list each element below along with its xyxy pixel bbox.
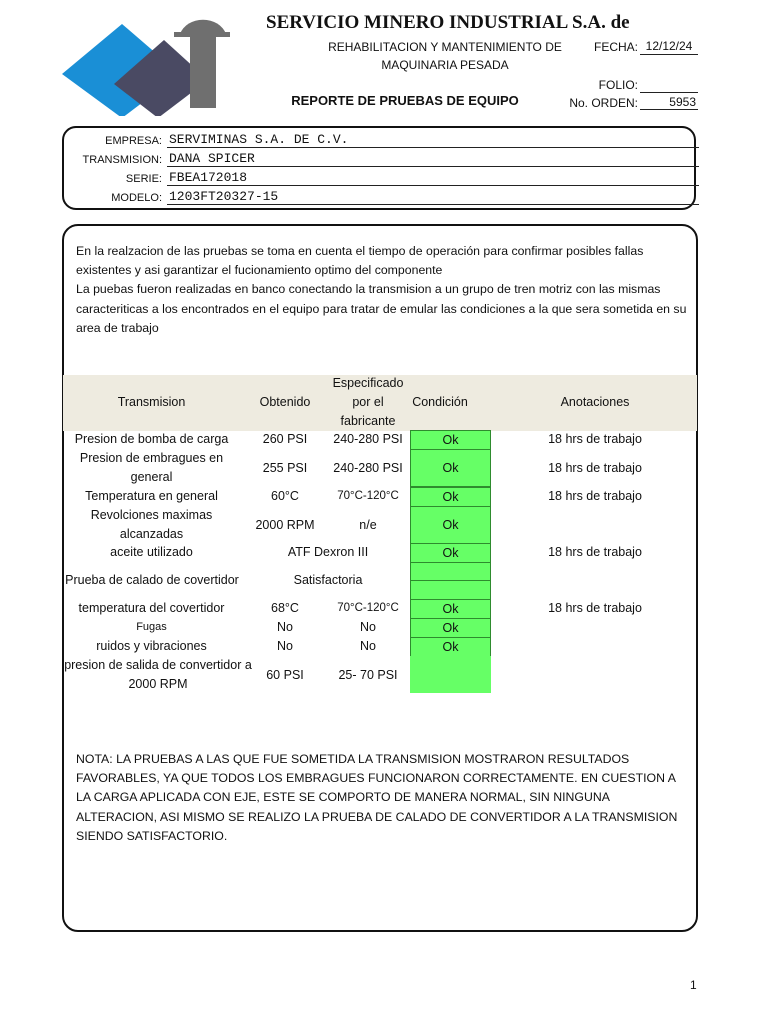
row-item: Fugas xyxy=(136,621,167,633)
serie-value: FBEA172018 xyxy=(167,169,699,186)
company-name: SERVICIO MINERO INDUSTRIAL S.A. de xyxy=(266,12,630,33)
row-obtenido: 68°C xyxy=(271,601,299,615)
row-especificado: 240-280 PSI xyxy=(333,432,403,446)
row-item: temperatura del covertidor xyxy=(78,601,225,615)
empresa-label: EMPRESA: xyxy=(105,135,162,147)
row-anotaciones xyxy=(500,618,690,637)
row-especificado: No xyxy=(360,639,376,653)
transmision-value: DANA SPICER xyxy=(167,150,699,167)
fecha-value: 12/12/24 xyxy=(640,39,698,55)
report-title: REPORTE DE PRUEBAS DE EQUIPO xyxy=(291,93,519,108)
header-especificado: Especificado por el fabricante xyxy=(332,376,404,428)
row-condicion-empty xyxy=(410,562,491,581)
row-obtenido: 2000 RPM xyxy=(255,517,315,532)
row-condicion: Ok xyxy=(410,618,491,638)
folio-value xyxy=(640,77,698,93)
page-number: 1 xyxy=(690,978,697,992)
row-condicion xyxy=(410,656,491,693)
row-especificado: 70°C-120°C xyxy=(337,490,399,502)
row-item: Revolciones maximas alcanzadas xyxy=(90,508,213,541)
row-obtenido: 255 PSI xyxy=(262,460,308,475)
company-logo xyxy=(62,12,232,116)
orden-label: No. ORDEN: xyxy=(569,96,638,110)
row-especificado: 70°C-120°C xyxy=(337,602,399,614)
row-condicion xyxy=(410,580,491,600)
row-obtenido: 260 PSI xyxy=(262,432,308,446)
row-especificado: No xyxy=(360,620,376,634)
nota-text: NOTA: LA PRUEBAS A LAS QUE FUE SOMETIDA LA TRANSMISION MOSTRARON RESULTADOS FAVORABLES, YA QUE TODOS LOS EMBRAGUES FUNCIONARON CORRECTAMENTE. EN CUESTION A LA CARGA APLICADA CON EJE, ESTE SE COMPORTO DE MANERA NORMAL, SIN NINGUNA ALTERACION, ASI MISMO SE REALIZO LA PRUEBA DE CALADO DE CONVERTIDOR A LA TRANSMISION SIENDO SATISFACTORIO. xyxy=(76,752,678,843)
row-condicion: Ok xyxy=(410,487,491,507)
company-subtitle: REHABILITACION Y MANTENIMIENTO DE MAQUINARIA PESADA xyxy=(328,40,562,72)
row-condicion: Ok xyxy=(410,599,491,619)
row-item: Temperatura en general xyxy=(85,489,218,503)
modelo-value: 1203FT20327-15 xyxy=(167,188,699,205)
row-especificado: 240-280 PSI xyxy=(333,460,403,475)
row-merged-value: ATF Dexron III xyxy=(287,545,369,559)
row-obtenido: 60°C xyxy=(271,489,299,503)
empresa-value: SERVIMINAS S.A. DE C.V. xyxy=(167,131,699,148)
row-item: aceite utilizado xyxy=(110,545,193,559)
row-anotaciones xyxy=(500,656,690,694)
row-anotaciones: 18 hrs de trabajo xyxy=(548,460,642,475)
row-item: ruidos y vibraciones xyxy=(96,639,207,653)
row-item: Prueba de calado de covertidor xyxy=(65,573,239,587)
intro-paragraph-2: La puebas fueron realizadas en banco conectando la transmision a un grupo de tren motriz con las mismas caracteriticas a los encontrados en el equipo para tratar de emular las condiciones a la que sera sometida en su area de trabajo xyxy=(76,282,687,335)
row-obtenido: No xyxy=(277,620,293,634)
row-obtenido: No xyxy=(277,639,293,653)
row-item: Presion de embragues en general xyxy=(79,451,224,484)
row-anotaciones: 18 hrs de trabajo xyxy=(548,601,642,615)
row-condicion: Ok xyxy=(410,430,491,450)
row-condicion: Ok xyxy=(410,506,491,544)
row-anotaciones xyxy=(500,637,690,656)
row-item: Presion de bomba de carga xyxy=(74,432,229,446)
equipment-info-box xyxy=(62,126,696,210)
header-transmision: Transmision xyxy=(117,395,186,409)
fecha-label: FECHA: xyxy=(593,40,638,54)
orden-value: 5953 xyxy=(640,95,698,110)
modelo-label: MODELO: xyxy=(111,192,162,204)
row-obtenido: 60 PSI xyxy=(266,667,304,682)
row-especificado: n/e xyxy=(359,517,377,532)
row-condicion: Ok xyxy=(410,637,491,657)
intro-paragraph-1: En la realzacion de las pruebas se toma en cuenta el tiempo de operación para confirmar posibles fallas existentes y asi garantizar el fucionamiento optimo del componente xyxy=(76,244,644,278)
intro-text xyxy=(76,242,688,338)
header-anotaciones: Anotaciones xyxy=(560,395,630,409)
row-anotaciones xyxy=(500,506,690,544)
row-condicion: Ok xyxy=(410,449,491,487)
folio-label: FOLIO: xyxy=(598,78,638,92)
header-condicion: Condición xyxy=(412,395,468,409)
header-obtenido: Obtenido xyxy=(259,395,311,409)
row-merged-value: Satisfactoria xyxy=(293,573,363,587)
row-anotaciones: 18 hrs de trabajo xyxy=(548,545,642,559)
transmision-label: TRANSMISION: xyxy=(82,154,162,166)
row-item: presion de salida de convertidor a 2000 RPM xyxy=(64,658,252,691)
row-especificado: 25- 70 PSI xyxy=(338,667,398,682)
row-condicion: Ok xyxy=(410,543,491,563)
row-anotaciones: 18 hrs de trabajo xyxy=(548,489,642,503)
serie-label: SERIE: xyxy=(125,173,162,185)
row-anotaciones xyxy=(500,562,690,599)
row-anotaciones: 18 hrs de trabajo xyxy=(548,432,642,446)
